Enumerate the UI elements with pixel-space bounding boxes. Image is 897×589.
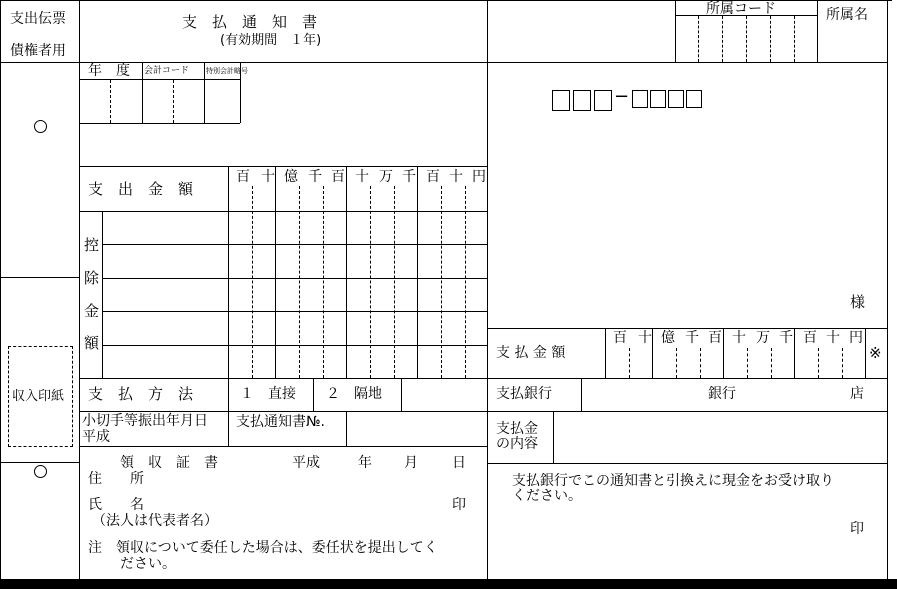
note-mark: ※	[869, 344, 882, 362]
pay-amount-col-dashed	[700, 348, 701, 378]
postal-code-box[interactable]	[594, 90, 612, 111]
digit-unit: 千	[779, 330, 793, 346]
pay-amount-digit-units	[0, 331, 897, 347]
pay-amount-label: 支 払 金 額	[496, 345, 566, 361]
digit-unit: 十	[261, 169, 275, 185]
deduction-row-1	[102, 244, 488, 245]
bank-suffix: 銀行	[708, 386, 736, 402]
deduction-label-char: 除	[84, 269, 100, 287]
payment-content-label: の内容	[496, 436, 538, 452]
pay-amount-col-dashed	[747, 348, 748, 378]
amount-row-top	[80, 166, 488, 167]
copy-type-label: 債権者用	[10, 43, 66, 59]
postal-code-box[interactable]	[650, 90, 666, 108]
pay-amount-col-dashed	[771, 348, 772, 378]
receipt-year: 年	[358, 455, 372, 471]
content-row-bottom	[488, 463, 888, 464]
codes-divider-2	[204, 63, 205, 123]
digit-unit: 百	[426, 169, 440, 185]
validity-label: (有効期間 １年)	[220, 33, 322, 48]
digit-unit: 億	[284, 169, 298, 185]
affiliation-digit-line	[722, 16, 723, 62]
affiliation-digit-line	[746, 16, 747, 62]
affiliation-code-left	[675, 0, 676, 63]
digit-unit: 十	[638, 330, 652, 346]
deduction-label-char: 控	[84, 236, 100, 254]
affiliation-digit-line	[794, 16, 795, 62]
receipt-day: 日	[452, 455, 466, 471]
digit-unit: 百	[331, 169, 345, 185]
branch-suffix: 店	[850, 386, 864, 402]
deduction-label-char: 額	[84, 334, 100, 352]
digit-unit: 十	[449, 169, 463, 185]
expenditure-amount-label: 支 出 金 額	[88, 180, 194, 198]
receipt-address-label: 住 所	[88, 471, 144, 487]
punch-hole-circle-top	[34, 120, 47, 133]
postal-code-hyphen: −	[614, 86, 630, 107]
page-title: 支 払 通 知 書	[182, 13, 318, 31]
postal-code-box[interactable]	[573, 90, 591, 111]
payment-method-label: 支 払 方 法	[88, 385, 194, 403]
amount-col-dashed	[370, 186, 371, 378]
codes-header-line	[80, 79, 240, 80]
method-row-top	[80, 378, 888, 379]
deduction-label-char: 金	[84, 302, 100, 320]
bank-notice-seal-mark: 印	[850, 521, 864, 537]
deduction-row-3	[102, 311, 488, 312]
digit-unit: 百	[708, 330, 722, 346]
check-issue-date-label: 小切手等振出年月日	[82, 413, 208, 429]
receipt-note-line2: ださい。	[120, 556, 176, 572]
account-code-label: 会計コード	[144, 66, 190, 76]
notice-number-label: 支払通知書№.	[236, 414, 326, 430]
revenue-stamp-label: 収入印紙	[12, 389, 65, 404]
postal-code-box[interactable]	[552, 90, 570, 111]
method-divider-3	[401, 378, 402, 411]
special-account-label: 特別会計略号	[206, 67, 248, 75]
receipt-month: 月	[404, 455, 418, 471]
payment-method-direct[interactable]: １ 直接	[240, 386, 296, 402]
affiliation-code-right	[817, 0, 818, 63]
codes-bottom-line	[80, 123, 240, 124]
receipt-name-label: 氏 名	[88, 497, 144, 513]
affiliation-digit-line	[770, 16, 771, 62]
amount-col-dashed	[252, 186, 253, 378]
left-col-line-2	[0, 462, 80, 463]
payment-method-remote[interactable]: ２ 隔地	[326, 386, 382, 402]
fiscal-year-label: 年 度	[88, 63, 130, 79]
postal-code-box[interactable]	[632, 90, 648, 108]
amount-col-dashed	[323, 186, 324, 378]
postal-code-box[interactable]	[686, 90, 702, 108]
digit-unit: 十	[732, 330, 746, 346]
amount-col-dashed	[465, 186, 466, 378]
codes-divider-1	[142, 63, 143, 123]
check-row-bottom	[80, 446, 488, 447]
receipt-era: 平成	[292, 455, 320, 471]
affiliation-digit-line	[698, 16, 699, 62]
digit-unit: 万	[379, 169, 393, 185]
border-left	[0, 0, 1, 580]
bank-label-divider	[581, 378, 582, 411]
content-label-divider	[553, 411, 554, 463]
digit-unit: 円	[849, 330, 863, 346]
digit-unit: 千	[402, 169, 416, 185]
method-divider-2	[313, 378, 314, 411]
account-digit-line	[173, 80, 174, 123]
deduction-row-2	[102, 278, 488, 279]
method-divider-1	[228, 378, 229, 446]
notice-no-divider	[346, 411, 347, 446]
year-digit-line	[110, 80, 111, 123]
border-bottom-bar	[0, 579, 897, 589]
center-divider	[487, 0, 488, 580]
digit-unit: 千	[685, 330, 699, 346]
pay-amount-top	[488, 328, 888, 329]
affiliation-code-label: 所属コード	[706, 1, 776, 17]
postal-code-box[interactable]	[668, 90, 684, 108]
header-row-bottom	[0, 62, 888, 63]
affiliation-name-label: 所属名	[826, 7, 868, 23]
digit-unit: 円	[472, 169, 486, 185]
left-col-line-1	[0, 277, 80, 278]
digit-unit: 万	[756, 330, 770, 346]
method-row-bottom	[80, 411, 888, 412]
doc-type-label: 支出伝票	[10, 11, 66, 27]
digit-unit: 十	[355, 169, 369, 185]
digit-unit: 千	[308, 169, 322, 185]
payment-content-label: 支払金	[496, 421, 538, 437]
receipt-title: 領 収 証 書	[120, 455, 218, 471]
left-column-divider	[79, 0, 80, 580]
paying-bank-label: 支払銀行	[496, 386, 552, 402]
digit-unit: 百	[803, 330, 817, 346]
check-issue-era: 平成	[82, 429, 110, 445]
honorific-sama: 様	[850, 293, 866, 311]
digit-unit: 百	[236, 169, 250, 185]
digit-unit: 百	[613, 330, 627, 346]
pay-amount-col-dashed	[629, 348, 630, 378]
amount-row-bottom	[80, 211, 488, 212]
border-right	[887, 0, 888, 580]
bank-notice-line1: 支払銀行でこの通知書と引換えに現金をお受け取り	[512, 473, 834, 489]
digit-unit: 十	[826, 330, 840, 346]
amount-digit-units	[0, 170, 897, 186]
receipt-corp-note: （法人は代表者名）	[92, 513, 218, 529]
amount-col-dashed	[441, 186, 442, 378]
pay-amount-col-dashed	[818, 348, 819, 378]
receipt-note-line1: 注 領収について委任した場合は、委任状を提出してく	[88, 540, 438, 556]
bank-notice-line2: ください。	[512, 488, 582, 504]
amount-col-dashed	[394, 186, 395, 378]
pay-amount-col-dashed	[676, 348, 677, 378]
amount-col-dashed	[299, 186, 300, 378]
receipt-seal-mark: 印	[452, 497, 466, 513]
digit-unit: 億	[661, 330, 675, 346]
deduction-label-divider	[102, 211, 103, 378]
pay-amount-col-dashed	[842, 348, 843, 378]
punch-hole-circle-bottom	[34, 465, 47, 478]
